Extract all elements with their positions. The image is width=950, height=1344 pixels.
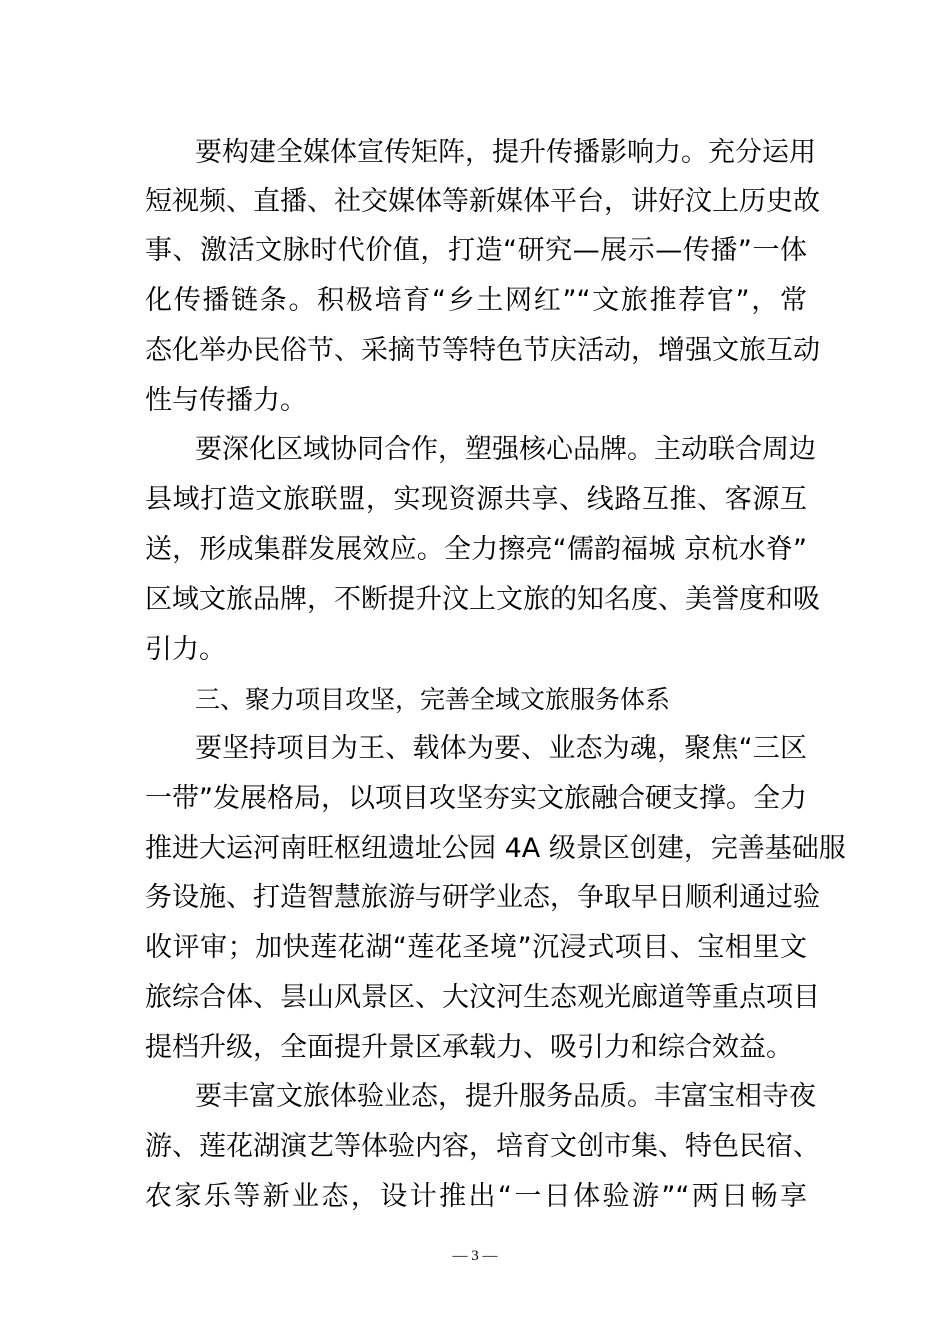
page-number: — 3 — bbox=[452, 1248, 498, 1264]
paragraph-line: 性与传播力。 bbox=[145, 385, 307, 416]
section-heading: 三、聚力项目攻坚，完善全域文旅服务体系 bbox=[195, 685, 671, 714]
paragraph-line: 游、莲花湖演艺等体验内容，培育文创市集、特色民宿、 bbox=[145, 1131, 820, 1162]
paragraph-line: 化传播链条。积极培育“乡土网红”“文旅推荐官”，常 bbox=[145, 285, 807, 316]
paragraph-line: 区域文旅品牌，不断提升汶上文旅的知名度、美誉度和吸 bbox=[145, 584, 820, 615]
paragraph-line: 短视频、直播、社交媒体等新媒体平台，讲好汶上历史故 bbox=[145, 186, 820, 217]
paragraph-line: 要构建全媒体宣传矩阵，提升传播影响力。充分运用 bbox=[195, 137, 816, 168]
paragraph-line: 要深化区域协同合作，塑强核心品牌。主动联合周边 bbox=[195, 434, 816, 465]
paragraph-line: 送，形成集群发展效应。全力擦亮“儒韵福城 京杭水脊” bbox=[145, 534, 807, 565]
paragraph-line: 要丰富文旅体验业态，提升服务品质。丰富宝相寺夜 bbox=[195, 1081, 816, 1112]
paragraph-line: 引力。 bbox=[145, 634, 226, 665]
paragraph-line: 事、激活文脉时代价值，打造“研究—展示—传播”一体 bbox=[145, 235, 807, 266]
paragraph-line: 农家乐等新业态，设计推出“一日体验游”“两日畅享 bbox=[145, 1181, 807, 1212]
paragraph-line: 县域打造文旅联盟，实现资源共享、线路互推、客源互 bbox=[145, 484, 807, 515]
paragraph-line: 提档升级，全面提升景区承载力、吸引力和综合效益。 bbox=[145, 1032, 793, 1063]
paragraph-line: 务设施、打造智慧旅游与研学业态，争取早日顺利通过验 bbox=[145, 882, 820, 913]
paragraph-line: 收评审；加快莲花湖“莲花圣境”沉浸式项目、宝相里文 bbox=[145, 932, 807, 963]
paragraph-line: 旅综合体、昙山风景区、大汶河生态观光廊道等重点项目 bbox=[145, 982, 820, 1013]
paragraph-line: 推进大运河南旺枢纽遗址公园 4A 级景区创建，完善基础服 bbox=[145, 833, 846, 864]
paragraph-line: 一带”发展格局，以项目攻坚夯实文旅融合硬支撑。全力 bbox=[145, 783, 807, 814]
paragraph-line: 要坚持项目为王、载体为要、业态为魂，聚焦“三区 bbox=[195, 733, 807, 764]
paragraph-line: 态化举办民俗节、采摘节等特色节庆活动，增强文旅互动 bbox=[145, 335, 820, 366]
